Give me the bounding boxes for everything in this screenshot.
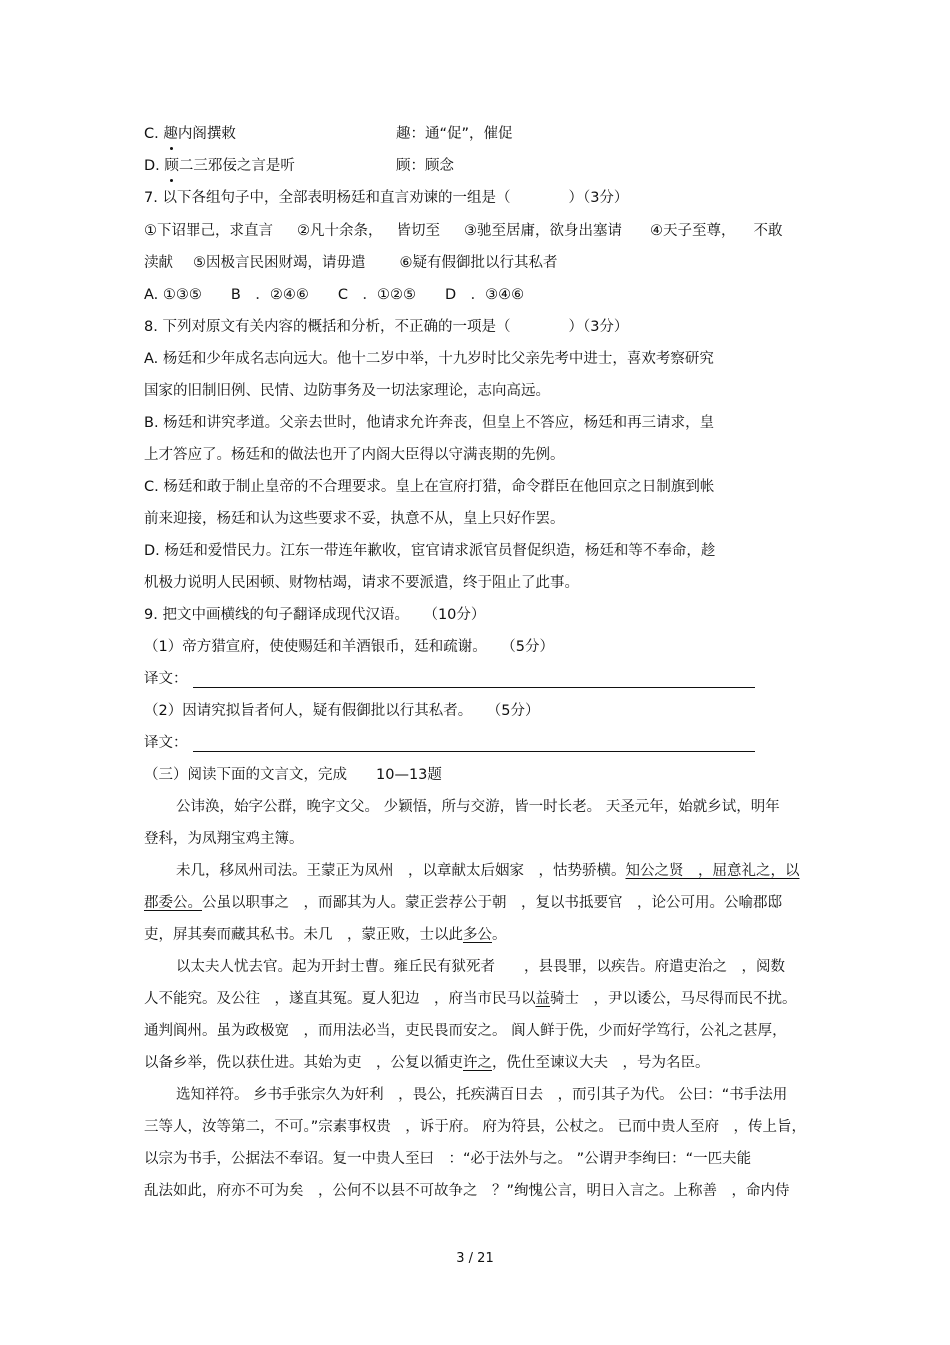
answer-blank-2[interactable] [193,751,755,752]
underlined-word-duo: 多 [463,927,478,943]
q8-option-d1: D. 杨廷和爱惜民力。江东一带连年歉收，宦官请求派官员督促织造，杨廷和等不奉命，趁 [144,543,716,559]
q9-sentence-2: （2）因请究拟旨者何人，疑有假御批以行其私者。 （5分） [144,703,540,719]
p3-text-d2: ，侁仕至谏议大夫 ，号为名臣。 [492,1055,710,1071]
p3-text-d: 以备乡举，侁以获仕进。其始为吏 ，公复以循吏 [144,1055,463,1071]
passage-p1-line2: 登科，为凤翔宝鸡主簿。 [144,831,304,847]
passage-p3-line1: 以太夫人忧去官。起为开封士曹。雍丘民有狱死者 ，县畏罪，以疾告。府遣吏治之 ，阅数 [176,959,785,975]
underlined-word-xuzhi: 许之 [463,1055,492,1071]
option-c-sentence: 内阁撰敕 [177,126,236,142]
section-3-heading: （三）阅读下面的文言文，完成 10—13题 [144,767,442,783]
p2-text-c: 吏，屏其奏而藏其私书。未几 ，蒙正败，士以此 [144,927,463,943]
page-number: 3 / 21 [456,1251,494,1266]
q8-option-a1: A. 杨廷和少年成名志向远大。他十二岁中举，十九岁时比父亲先考中进士，喜欢考察研究 [144,351,714,367]
p3-text-b2: 骑士 ，尹以诿公，马尽得而民不扰。 [550,991,797,1007]
q7-opt6: ⑥疑有假御批以行其私者 [399,255,558,271]
passage-p2-line3 [144,925,507,945]
passage-p3-line3: 通判阆州。虽为政极宽 ，而用法必当，吏民畏而安之。 阆人鲜于侁，少而好学笃行，公礼之甚厚， [144,1023,787,1039]
passage-p4-line1: 选知祥符。 乡书手张宗久为奸利 ，畏公，托疾满百日去 ，而引其子为代。 公曰：“书手法用 [176,1087,788,1103]
passage-p1-line1: 公讳涣，始字公群，晚字文父。 少颖悟，所与交游，皆一时长老。 天圣元年，始就乡试，明年 [176,799,780,815]
q7-answer-choices: A. ①③⑤ B ．②④⑥ C ．①②⑤ D ．③④⑥ [144,287,525,303]
underlined-word-gong: 公 [477,927,492,943]
emphasis-dot [164,172,178,176]
passage-p3-line2 [144,989,797,1009]
option-d-sentence: 二三邪佞之言是听 [178,158,295,174]
q7-opt2b: 皆切至 [396,223,440,239]
q7-opt4: ④天子至尊， [650,223,736,239]
passage-p2-line1 [176,861,800,881]
p2-text-a: 未几，移凤州司法。王蒙正为凤州 ，以章献太后姻家 ，怙势骄横。 [176,863,626,879]
q8-option-a2: 国家的旧制旧例、民情、边防事务及一切法家理论，志向高远。 [144,383,550,399]
q9-sentence-1: （1）帝方猎宣府，使使赐廷和羊酒银币，廷和疏谢。 （5分） [144,639,554,655]
underlined-word-yi: 益 [535,991,550,1007]
underlined-sentence-part2: 郡委公。 [144,895,202,911]
q7-opt5: ⑤因极言民困财竭，请毋遣 [193,255,366,271]
option-d-label: D. 顾 [144,158,179,174]
q8-option-b1: B. 杨廷和讲究孝道。父亲去世时，他请求允许奔丧，但皇上不答应，杨廷和再三请求，皇 [144,415,715,431]
question-7: 7. 以下各组句子中，全部表明杨廷和直言劝谏的一组是（ ）（3分） [144,190,629,206]
option-c-gloss: 趣：通“促”，催促 [396,126,513,142]
underlined-sentence-part1: 知公之贤 ，屈意礼之，以 [625,863,800,879]
q7-opt2: ②凡十余条， [297,223,383,239]
translation-label-2: 译文： [144,735,188,751]
question-8: 8. 下列对原文有关内容的概括和分析，不正确的一项是（ ）（3分） [144,319,629,335]
passage-p2-line2 [144,893,782,913]
q8-option-b2: 上才答应了。杨廷和的做法也开了内阁大臣得以守满丧期的先例。 [144,447,565,463]
emphasis-dot [164,140,178,144]
question-9: 9. 把文中画横线的句子翻译成现代汉语。 （10分） [144,607,486,623]
translation-label-1: 译文： [144,671,188,687]
option-c-line [144,124,236,144]
q7-opt3: ③驰至居庸，欲身出塞请 [464,223,622,239]
passage-p3-line4 [144,1053,710,1073]
q7-line2a: 渎献 [144,255,173,271]
passage-p4-line4: 乱法如此，府亦不可为矣 ，公何不以县不可故争之 ？”绚愧公言，明日入言之。上称善 ，命内侍 [144,1183,790,1199]
p2-text-b: 公虽以职事之 ，而鄙其为人。蒙正尝荐公于朝 ，复以书抵要官 ，论公可用。公喻郡邸 [202,895,782,911]
q7-opt4b: 不敢 [753,223,783,239]
p2-text-c-end: 。 [492,927,507,943]
q7-opt1: ①下诏罪己，求直言 [144,223,273,239]
passage-p4-line3: 以宗为书手，公据法不奉诏。复一中贵人至曰 ：“必于法外与之。 ”公谓尹李绚曰：“一匹夫能 [144,1151,752,1167]
passage-p4-line2: 三等人，汝等第二，不可。”宗素事权贵 ，诉于府。 府为符县，公杖之。 已而中贵人至府 ，传上旨， [144,1119,806,1135]
answer-blank-1[interactable] [193,687,755,688]
q8-option-c1: C. 杨廷和敢于制止皇帝的不合理要求。皇上在宣府打猎，命令群臣在他回京之日制旗到帐 [144,479,715,495]
q7-options-line2 [144,253,558,273]
q8-option-d2: 机极力说明人民困顿、财物枯竭，请求不要派遣，终于阻止了此事。 [144,575,579,591]
option-d-gloss: 顾：顾念 [396,158,454,174]
q8-option-c2: 前来迎接，杨廷和认为这些要求不妥，执意不从，皇上只好作罢。 [144,511,565,527]
p3-text-b: 人不能究。及公往 ，遂直其冤。夏人犯边 ，府当市民马以 [144,991,536,1007]
option-c-label: C. 趣 [144,126,178,142]
q7-options-line1 [144,221,783,241]
